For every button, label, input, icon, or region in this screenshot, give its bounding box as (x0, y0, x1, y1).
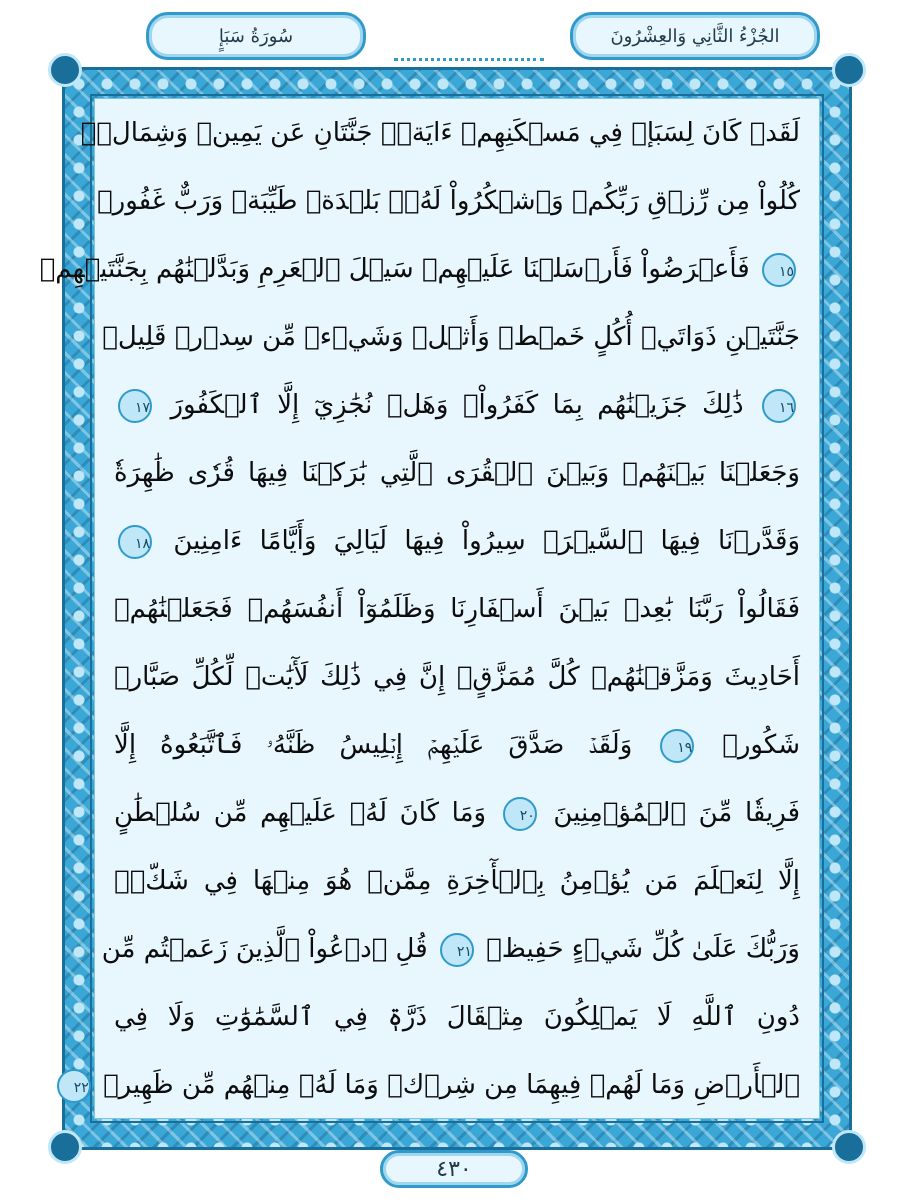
mushaf-page (22, 12, 886, 1188)
verse-text: وَمَا كَانَ لَهُۥ عَلَيۡهِم مِّن سُلۡطَٰنٍ (114, 798, 487, 828)
verse-text: دُونِ ٱللَّهِ لَا يَمۡلِكُونَ مِثۡقَالَ ذَرَّةٖ فِي ٱلسَّمَٰوَٰتِ وَلَا فِي (114, 1002, 800, 1032)
verse-text: شَكُورٖ (722, 730, 800, 760)
verse-text: وَرَبُّكَ عَلَىٰ كُلِّ شَيۡءٍ حَفِيظٞ (486, 934, 800, 964)
verse-text: ٱلۡأَرۡضِ وَمَا لَهُمۡ فِيهِمَا مِن شِرۡكٖ وَمَا لَهُۥ مِنۡهُم مِّن ظَهِيرٖ (103, 1070, 800, 1100)
verse-line-7 (114, 508, 800, 574)
juz-name-cartouche (570, 12, 820, 60)
corner-ornament-bottom-right (832, 1130, 866, 1164)
ayah-number-marker: ٢٢ (57, 1069, 91, 1103)
verse-line-9 (114, 644, 800, 710)
verse-text: قُلِ ٱدۡعُواْ ٱلَّذِينَ زَعَمۡتُم مِّن (101, 934, 428, 964)
ayah-number-marker: ١٦ (762, 389, 796, 423)
verse-text: فَأَعۡرَضُواْ فَأَرۡسَلۡنَا عَلَيۡهِمۡ سَيۡلَ ٱلۡعَرِمِ وَبَدَّلۡنَٰهُم بِجَنَّتَيۡهِمۡ (39, 254, 750, 284)
verse-text: أَحَادِيثَ وَمَزَّقۡنَٰهُمۡ كُلَّ مُمَزَّقٍۚ إِنَّ فِي ذَٰلِكَ لَأٓيَٰتٖ لِّكُلِّ صَبَّارٖ (114, 662, 800, 692)
verse-text: وَجَعَلۡنَا بَيۡنَهُمۡ وَبَيۡنَ ٱلۡقُرَى ٱلَّتِي بَٰرَكۡنَا فِيهَا قُرٗى ظَٰهِرَةٗ (114, 458, 800, 488)
ayah-number-marker: ١٧ (118, 389, 152, 423)
corner-ornament-top-left (48, 53, 82, 87)
verse-line-2 (97, 168, 800, 234)
verse-text: وَلَقَدۡ صَدَّقَ عَلَيۡهِمۡ إِبۡلِيسُ ظَنَّهُۥ فَٱتَّبَعُوهُ إِلَّا (114, 730, 633, 760)
verse-line-4 (102, 304, 800, 370)
ayah-number-marker: ٢٠ (503, 797, 537, 831)
verse-line-8 (114, 576, 800, 642)
verse-text: جَنَّتَيۡنِ ذَوَاتَيۡ أُكُلٍ خَمۡطٖ وَأَثۡلٖ وَشَيۡءٖ مِّن سِدۡرٖ قَلِيلٖ (102, 322, 800, 352)
juz-name-label: الجُزْءُ الثَّانِي وَالعِشْرُونَ (610, 25, 780, 47)
verse-line-6 (114, 440, 800, 506)
page-number: ٤٣٠ (436, 1156, 472, 1182)
ayah-number-marker: ٢١ (440, 933, 474, 967)
verse-line-1 (80, 100, 800, 166)
header-ornament (394, 18, 544, 61)
ayah-number-marker: ١٥ (762, 253, 796, 287)
verse-text: فَقَالُواْ رَبَّنَا بَٰعِدۡ بَيۡنَ أَسۡفَارِنَا وَظَلَمُوٓاْ أَنفُسَهُمۡ فَجَعَلۡنَٰهُمۡ (114, 594, 800, 624)
corner-ornament-bottom-left (48, 1130, 82, 1164)
verse-text: فَرِيقٗا مِّنَ ٱلۡمُؤۡمِنِينَ (553, 798, 801, 828)
verse-text: ذَٰلِكَ جَزَيۡنَٰهُم بِمَا كَفَرُواْۖ وَهَلۡ نُجَٰزِيٓ إِلَّا ٱلۡكَفُورَ (170, 390, 744, 420)
verse-text: إِلَّا لِنَعۡلَمَ مَن يُؤۡمِنُ بِٱلۡأٓخِرَةِ مِمَّنۡ هُوَ مِنۡهَا فِي شَكّٖۗ (114, 866, 800, 896)
ayah-number-marker: ١٨ (118, 525, 152, 559)
verse-line-10 (114, 712, 800, 778)
verse-line-11 (114, 780, 800, 846)
verse-line-13 (101, 916, 800, 982)
surah-name-cartouche (146, 12, 366, 60)
ayah-number-marker: ١٩ (660, 729, 694, 763)
page-number-cartouche (380, 1150, 528, 1188)
verse-line-5 (114, 372, 800, 438)
verse-text: وَقَدَّرۡنَا فِيهَا ٱلسَّيۡرَۖ سِيرُواْ فِيهَا لَيَالِيَ وَأَيَّامًا ءَامِنِينَ (173, 526, 801, 556)
verse-text: لَقَدۡ كَانَ لِسَبَإٖ فِي مَسۡكَنِهِمۡ ءَايَةٞۖ جَنَّتَانِ عَن يَمِينٖ وَشِمَالٖۖ (80, 118, 800, 148)
verse-line-14 (114, 984, 800, 1050)
verse-line-15 (73, 1052, 800, 1118)
surah-name-label: سُورَةُ سَبَإٍ (218, 25, 294, 47)
verse-line-3 (39, 236, 800, 302)
corner-ornament-top-right (832, 53, 866, 87)
verse-line-12 (114, 848, 800, 914)
verse-text: كُلُواْ مِن رِّزۡقِ رَبِّكُمۡ وَٱشۡكُرُواْ لَهُۥۚ بَلۡدَةٞ طَيِّبَةٞ وَرَبٌّ غَفُورٞ (97, 186, 800, 216)
